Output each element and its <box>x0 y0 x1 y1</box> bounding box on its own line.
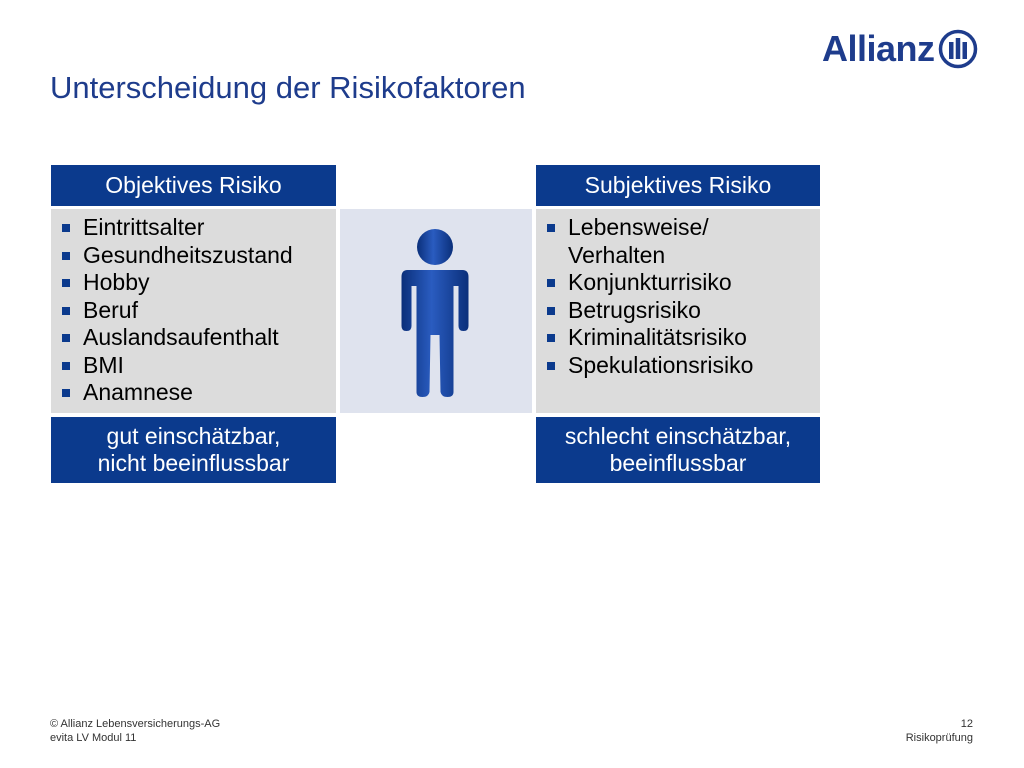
summary-line: beeinflussbar <box>609 450 747 476</box>
list-item: Lebensweise/ Verhalten <box>536 214 736 269</box>
list-item: Eintrittsalter <box>51 214 336 242</box>
objective-risk-summary <box>51 417 336 483</box>
bullet-icon <box>62 252 70 260</box>
subjective-risk-panel <box>536 209 820 413</box>
bullet-icon <box>62 334 70 342</box>
subjective-risk-summary <box>536 417 820 483</box>
bullet-icon <box>547 279 555 287</box>
bullet-icon <box>62 279 70 287</box>
list-item: Hobby <box>51 269 336 297</box>
copyright-text: © Allianz Lebensversicherungs-AG <box>50 718 221 730</box>
summary-line: gut einschätzbar, <box>106 423 281 449</box>
module-text: evita LV Modul 11 <box>50 732 137 744</box>
bullet-icon <box>547 307 555 315</box>
list-item: Anamnese <box>51 379 336 407</box>
objective-risk-header: Objektives Risiko <box>51 165 336 206</box>
allianz-eagle-icon <box>938 29 978 69</box>
bullet-icon <box>62 307 70 315</box>
bullet-icon <box>547 362 555 370</box>
page-title: Unterscheidung der Risikofaktoren <box>50 70 526 105</box>
list-item: BMI <box>51 352 336 380</box>
bullet-icon <box>547 224 555 232</box>
list-item: Kriminalitätsrisiko <box>536 324 736 352</box>
list-item: Konjunkturrisiko <box>536 269 736 297</box>
bullet-icon <box>62 362 70 370</box>
section-name: Risikoprüfung <box>905 732 973 744</box>
list-item: Auslandsaufenthalt <box>51 324 336 352</box>
allianz-logo <box>822 28 978 70</box>
page-number: 12 <box>960 718 973 730</box>
summary-line: schlecht einschätzbar, <box>564 423 792 449</box>
person-icon <box>392 228 478 398</box>
bullet-icon <box>547 334 555 342</box>
list-item: Beruf <box>51 297 336 325</box>
subjective-risk-header: Subjektives Risiko <box>536 165 820 206</box>
objective-risk-panel <box>51 209 336 413</box>
logo-wordmark: Allianz <box>822 28 935 69</box>
list-item: Betrugsrisiko <box>536 297 736 325</box>
bullet-icon <box>62 389 70 397</box>
bullet-icon <box>62 224 70 232</box>
list-item: Gesundheitszustand <box>51 242 336 270</box>
objective-risk-list <box>51 214 336 407</box>
list-item: Spekulationsrisiko <box>536 352 736 380</box>
subjective-risk-list <box>536 214 754 379</box>
summary-line: nicht beeinflussbar <box>97 450 290 476</box>
